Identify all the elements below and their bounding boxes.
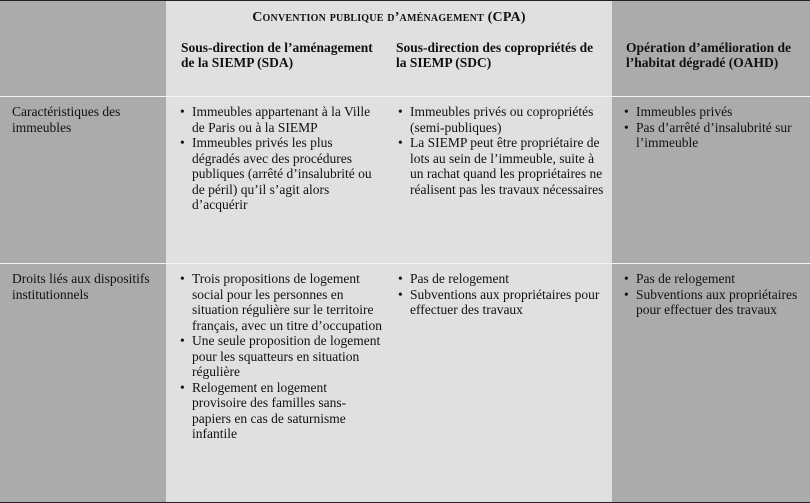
list-item: • Une seule proposition de logement pour les squatteurs en situation régulière <box>178 333 383 380</box>
row-label-caracteristiques: Caractéristiques des immeubles <box>12 104 121 135</box>
sdc-column <box>390 0 612 503</box>
cell-caracteristiques-sdc <box>396 104 604 197</box>
list-item: • Immeubles privés les plus dégradés avec des procédures publiques (arrêté d’insalubrité ou de péril) qu’il s’agit alors d’acquérir <box>178 135 383 213</box>
cell-droits-oahd <box>622 271 804 318</box>
row-divider <box>0 263 810 264</box>
cell-droits-sdc <box>396 271 604 318</box>
top-rule <box>0 0 810 1</box>
list-item: • Pas d’arrêté d’insalubrité sur l’immeuble <box>622 120 804 151</box>
list-item: • Relogement en logement provisoire des familles sans-papiers en cas de saturnisme infantile <box>178 380 383 442</box>
row-label-droits: Droits liés aux dispositifs institutionnels <box>12 271 150 302</box>
cell-droits-sda <box>178 271 383 442</box>
cell-caracteristiques-oahd <box>622 104 804 151</box>
list-item: • La SIEMP peut être propriétaire de lots au sein de l’immeuble, suite à un rachat quand les propriétaires ne réalisent pas les travaux nécessaires <box>396 135 604 197</box>
list-item: • Immeubles appartenant à la Ville de Paris ou à la SIEMP <box>178 104 383 135</box>
list-item: • Pas de relogement <box>622 271 804 287</box>
column-header-sdc: Sous-direction des copropriétés de la SIEMP (SDC) <box>396 40 594 70</box>
column-header-sda: Sous-direction de l’aménagement de la SIEMP (SDA) <box>181 40 373 70</box>
list-item: • Immeubles privés ou copropriétés (semi-publiques) <box>396 104 604 135</box>
label-column <box>0 0 166 503</box>
cell-caracteristiques-sda <box>178 104 383 213</box>
header-divider <box>0 96 810 97</box>
list-item: • Subventions aux propriétaires pour effectuer des travaux <box>396 287 604 318</box>
column-header-oahd: Opération d’amélioration de l’habitat dégradé (OAHD) <box>626 40 791 70</box>
cpa-group-header: Convention publique d’aménagement (CPA) <box>252 10 526 25</box>
list-item: • Trois propositions de logement social pour les personnes en situation régulière sur le territoire français, avec un titre d’occupation <box>178 271 383 333</box>
list-item: • Immeubles privés <box>622 104 804 120</box>
oahd-column <box>612 0 810 503</box>
list-item: • Pas de relogement <box>396 271 604 287</box>
list-item: • Subventions aux propriétaires pour effectuer des travaux <box>622 287 804 318</box>
